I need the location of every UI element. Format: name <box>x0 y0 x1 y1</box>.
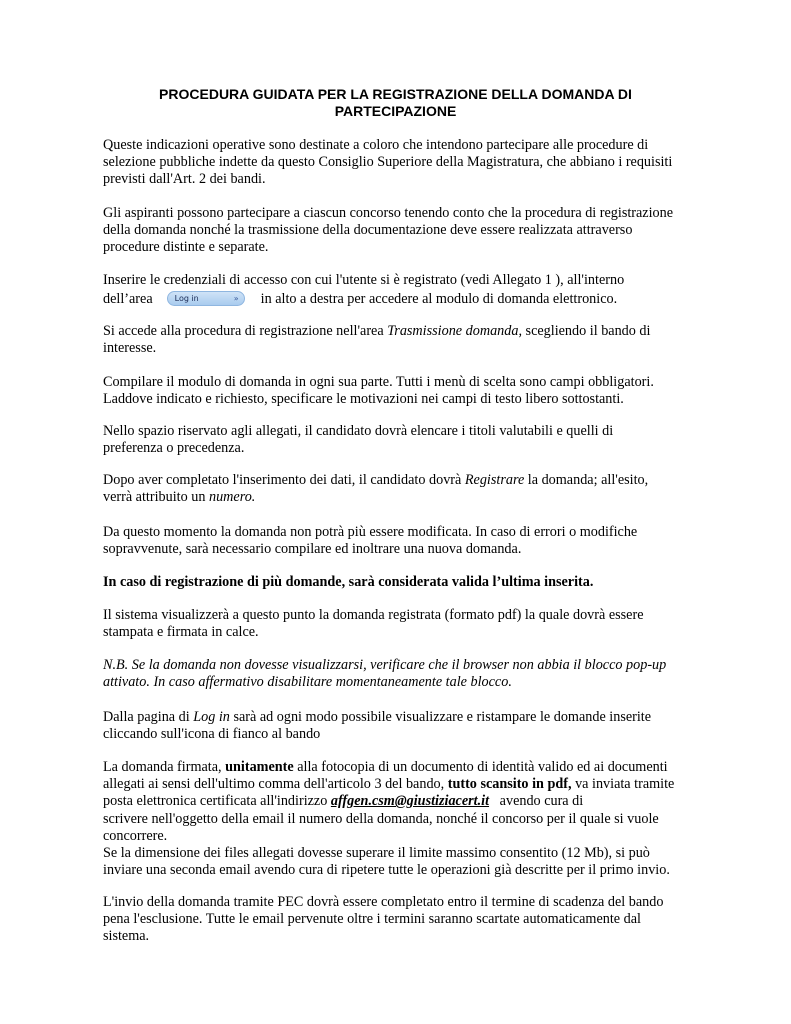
paragraph-invio-pec <box>103 759 703 879</box>
paragraph-aspiranti <box>103 205 703 257</box>
email-link[interactable]: affgen.csm@giustiziacert.it <box>330 793 490 810</box>
text-line: sistema. <box>103 928 150 945</box>
text-line: N.B. Se la domanda non dovesse visualizzarsi, verificare che il browser non abbia il blocco pop-up <box>103 657 667 673</box>
text-line <box>103 776 703 793</box>
text-segment-italic: Log in <box>193 709 230 725</box>
paragraph-accesso <box>103 323 703 357</box>
paragraph-scadenza <box>103 894 703 946</box>
paragraph-visualizzazione <box>103 607 703 641</box>
text-line: selezione pubbliche indette da questo Consiglio Superiore della Magistratura, che abbiano i requisiti <box>103 154 673 171</box>
text-segment: verrà attribuito un <box>103 489 209 506</box>
text-line: attivato. In caso affermativo disabilitare momentaneamente tale blocco. <box>103 674 512 691</box>
text-segment: va inviata tramite <box>571 776 675 793</box>
paragraph-avviso-bold <box>103 574 703 591</box>
chevron-down-icon: » <box>233 294 239 304</box>
text-segment: dell’area <box>103 291 153 308</box>
paragraph-intro <box>103 137 703 189</box>
login-label: Log in <box>174 294 199 304</box>
text-line: In caso di registrazione di più domande, sarà considerata valida l’ultima inserita. <box>103 574 594 590</box>
text-line: Compilare il modulo di domanda in ogni sua parte. Tutti i menù di scelta sono campi obbligatori. <box>103 374 654 390</box>
text-line: Il sistema visualizzerà a questo punto la domanda registrata (formato pdf) la quale dovrà essere <box>103 607 644 623</box>
text-line <box>103 709 703 726</box>
text-line: preferenza o precedenza. <box>103 440 245 457</box>
text-segment: Si accede alla procedura di registrazione nell'area <box>103 323 388 339</box>
text-line: della domanda nonché la trasmissione della documentazione deve essere realizzata attraverso <box>103 222 633 239</box>
text-line: inviare una seconda email avendo cura di ripetere tutte le operazioni già descritte per il primo invio. <box>103 862 670 879</box>
text-line <box>103 793 703 810</box>
text-segment-italic: Trasmissione domanda, <box>387 323 522 339</box>
text-line: cliccando sull'icona di fianco al bando <box>103 726 321 743</box>
text-segment: posta elettronica certificata all'indirizzo <box>103 793 331 810</box>
paragraph-nota-bene <box>103 657 703 691</box>
text-line: Gli aspiranti possono partecipare a ciascun concorso tenendo conto che la procedura di registrazione <box>103 205 674 221</box>
text-line <box>103 291 703 308</box>
paragraph-compilare <box>103 374 703 408</box>
text-segment: avendo cura di <box>489 793 584 810</box>
paragraph-log-in <box>103 709 703 743</box>
paragraph-modifiche <box>103 524 703 558</box>
text-line: Nello spazio riservato agli allegati, il candidato dovrà elencare i titoli valutabili e quelli di <box>103 423 614 439</box>
paragraph-credenziali <box>103 272 703 308</box>
text-segment: La domanda firmata, <box>103 759 226 775</box>
text-line: pena l'esclusione. Tutte le email pervenute oltre i termini saranno scartate automaticamente dal <box>103 911 641 928</box>
title-line-1: PROCEDURA GUIDATA PER LA REGISTRAZIONE DELLA DOMANDA DI <box>159 86 632 102</box>
text-line: interesse. <box>103 340 157 357</box>
text-segment: in alto a destra per accedere al modulo di domanda elettronico. <box>260 291 618 308</box>
text-line: Laddove indicato e richiesto, specificare le motivazioni nei campi di testo libero sottostanti. <box>103 391 624 408</box>
text-line: concorrere. <box>103 827 168 844</box>
text-line <box>103 759 703 776</box>
text-segment-italic: Registrare <box>464 472 525 488</box>
text-segment: allegati ai sensi dell'ultimo comma dell'articolo 3 del bando, <box>103 776 448 793</box>
text-segment-bold: unitamente <box>225 759 294 775</box>
text-line <box>103 489 703 506</box>
text-line: stampata e firmata in calce. <box>103 624 259 641</box>
text-segment: scegliendo il bando di <box>522 323 651 339</box>
text-line: scrivere nell'oggetto della email il numero della domanda, nonché il concorso per il quale si vuole <box>103 810 659 827</box>
text-segment-bold: tutto scansito in pdf, <box>447 776 572 793</box>
text-segment: la domanda; all'esito, <box>524 472 649 488</box>
paragraph-allegati <box>103 423 703 457</box>
text-line: sopravvenute, sarà necessario compilare ed inoltrare una nuova domanda. <box>103 541 522 558</box>
login-area-button[interactable] <box>167 291 245 306</box>
text-line: Inserire le credenziali di accesso con cui l'utente si è registrato (vedi Allegato 1 ), all'interno <box>103 272 625 288</box>
text-segment: Dopo aver completato l'inserimento dei dati, il candidato dovrà <box>103 472 465 488</box>
text-line: L'invio della domanda tramite PEC dovrà essere completato entro il termine di scadenza del bando <box>103 894 664 910</box>
paragraph-registrare <box>103 472 703 506</box>
text-line: Queste indicazioni operative sono destinate a coloro che intendono partecipare alle procedure di <box>103 137 649 153</box>
text-segment-italic: numero. <box>208 489 256 506</box>
title-line-2: PARTECIPAZIONE <box>334 103 457 119</box>
text-line: previsti dall'Art. 2 dei bandi. <box>103 171 266 188</box>
text-segment: alla fotocopia di un documento di identità valido ed ai documenti <box>293 759 668 775</box>
text-line <box>103 472 703 489</box>
text-line: procedure distinte e separate. <box>103 239 269 256</box>
text-line <box>103 323 703 340</box>
text-segment: Dalla pagina di <box>103 709 194 725</box>
text-line: Da questo momento la domanda non potrà più essere modificata. In caso di errori o modifiche <box>103 524 638 540</box>
page-title <box>100 86 691 120</box>
text-line: Se la dimensione dei files allegati dovesse superare il limite massimo consentito (12 Mb), si può <box>103 845 650 862</box>
text-segment: sarà ad ogni modo possibile visualizzare e ristampare le domande inserite <box>229 709 652 725</box>
